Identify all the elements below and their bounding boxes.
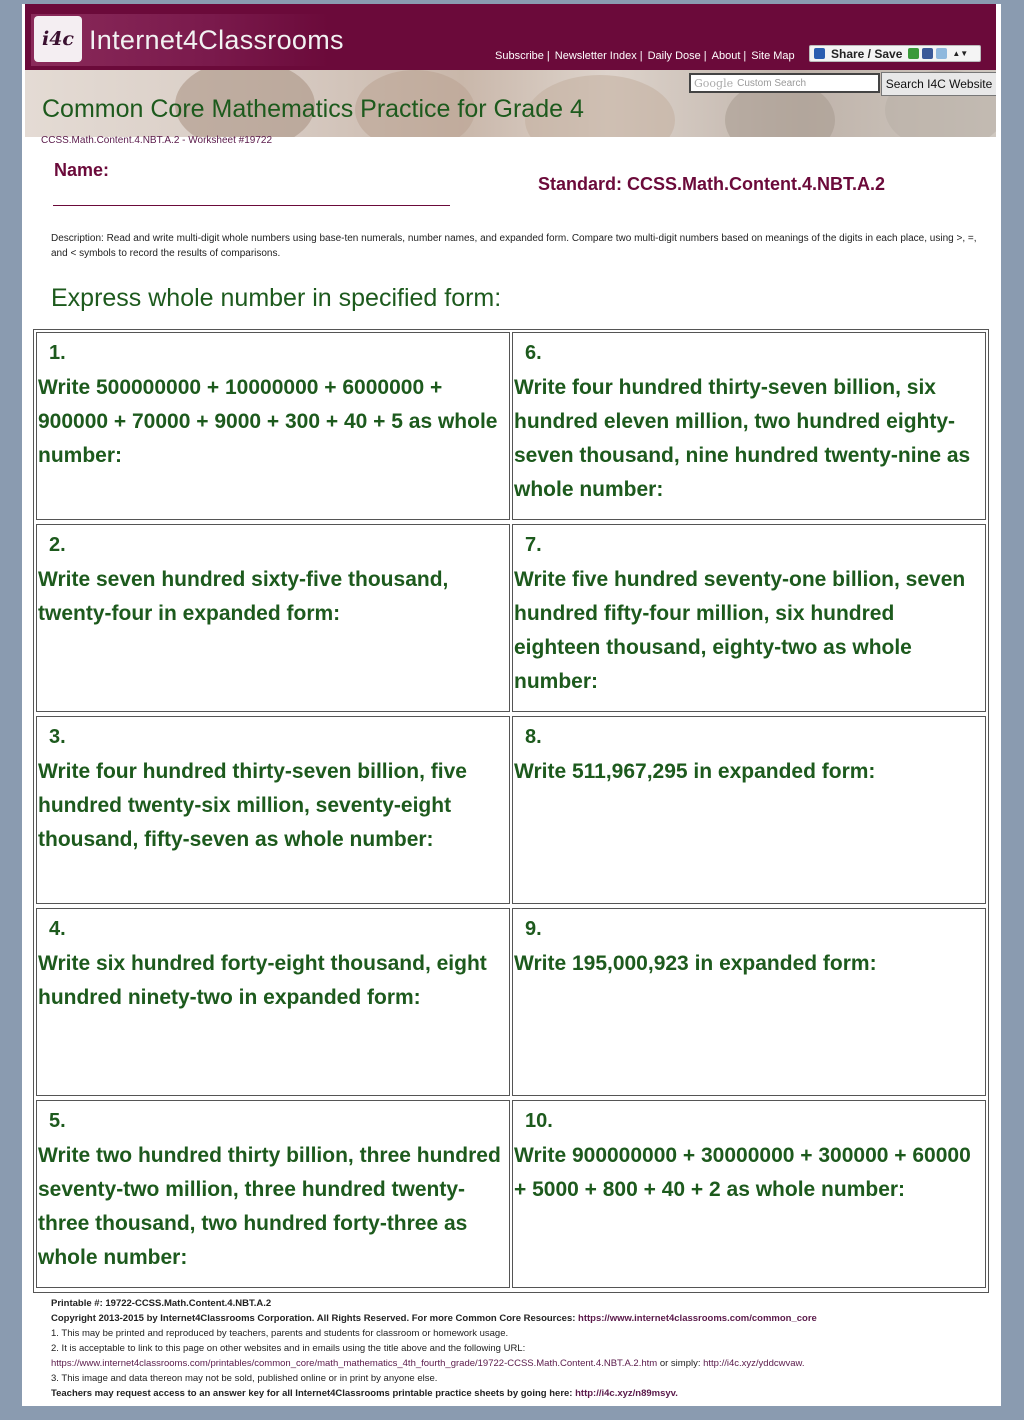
share-plus-icon [814,48,825,59]
problem-cell [512,524,986,712]
nav-newsletter-index[interactable]: Newsletter Index [554,50,637,62]
footer [51,1296,991,1401]
problem-number: 6. [525,342,542,364]
problem-text: Write four hundred thirty-seven billion, five hundred twenty-six million, seventy-eight thousand, fifty-seven as whole number: [38,760,467,851]
share-dropdown-icon: ▲▼ [952,49,969,58]
search-input[interactable] [689,73,880,93]
standard-label: Standard: CCSS.Math.Content.4.NBT.A.2 [538,174,886,194]
copyright-line [51,1311,991,1326]
problem-number: 3. [49,726,66,748]
nav-daily-dose[interactable]: Daily Dose [647,50,701,62]
problem-text: Write 511,967,295 in expanded form: [514,760,876,783]
problem-number: 10. [525,1110,553,1132]
site-header [25,4,996,70]
usage-note-2: 2. It is acceptable to link to this page on other websites and in emails using the title above and the following URL: [51,1343,526,1354]
problem-text: Write 500000000 + 10000000 + 6000000 + 900000 + 70000 + 9000 + 300 + 40 + 5 as whole number: [38,376,498,467]
nav-subscribe[interactable]: Subscribe [495,50,544,62]
search-placeholder: Custom Search [737,77,807,89]
url-separator: or simply: [657,1358,704,1369]
description: Description: Read and write multi-digit whole numbers using base-ten numerals, number names, and expanded form. Compare two multi-digit numbers based on meanings of the digits in each place, using >, =, and < symbols to record the results of comparisons. [51,233,977,259]
worksheet-page [22,4,1001,1406]
twitter-icon [936,48,947,59]
usage-note-3: 3. This image and data thereon may not be sold, published online or in print by anyone else. [51,1373,438,1384]
banner [25,70,996,137]
problem-number: 1. [49,342,66,364]
problem-cell [36,332,510,520]
breadcrumb: CCSS.Math.Content.4.NBT.A.2 - Worksheet #19722 [41,135,273,146]
short-url-link[interactable]: http://i4c.xyz/yddcwvaw. [703,1358,805,1369]
problem-cell [36,716,510,904]
problem-cell [512,908,986,1096]
share-save-button[interactable] [809,45,981,62]
problem-text: Write four hundred thirty-seven billion, six hundred eleven million, two hundred eighty-seven thousand, nine hundred twenty-nine as whole number: [514,376,971,501]
google-brand: Google [694,76,734,90]
answer-key-line [51,1386,991,1401]
problem-cell [512,716,986,904]
problem-cell [36,524,510,712]
instruction-heading: Express whole number in specified form: [51,284,502,312]
logo-badge-text: i4c [41,28,74,50]
nav-about[interactable]: About [711,50,741,62]
name-blank-line [53,205,450,206]
problem-number: 8. [525,726,542,748]
logo-text: Internet4Classrooms [89,25,344,55]
top-nav: Subscribe | Newsletter Index | Daily Dose | About | Site Map [495,50,795,62]
common-core-link[interactable]: https://www.internet4classrooms.com/common_core [578,1313,817,1324]
page-title: Common Core Mathematics Practice for Grade 4 [42,95,584,123]
search-button[interactable]: Search I4C Website [881,72,996,96]
problem-number: 5. [49,1110,66,1132]
facebook-icon [922,48,933,59]
problem-number: 4. [49,918,66,940]
problem-number: 9. [525,918,542,940]
nav-site-map[interactable]: Site Map [751,50,795,62]
problem-cell [36,1100,510,1288]
answer-key-link[interactable]: http://i4c.xyz/n89msyv. [575,1388,678,1399]
printable-number: Printable #: 19722-CCSS.Math.Content.4.NBT.A.2 [51,1298,272,1309]
logo-badge-icon [34,16,82,62]
share-label: Share / Save [831,46,903,61]
problem-text: Write 900000000 + 30000000 + 300000 + 60000 + 5000 + 800 + 40 + 2 as whole number: [514,1144,971,1201]
worksheet-url-link[interactable]: https://www.internet4classrooms.com/printables/common_core/math_mathematics_4th_fourth_grade/19722-CCSS.Math.Content.4.NBT.A.2.htm [51,1358,658,1369]
problem-grid [33,329,989,1293]
problem-text: Write five hundred seventy-one billion, seven hundred fifty-four million, six hundred eighteen thousand, eighty-two as whole number: [514,568,966,693]
problem-text: Write seven hundred sixty-five thousand, twenty-four in expanded form: [38,568,449,625]
site-logo[interactable] [31,14,344,66]
problem-text: Write six hundred forty-eight thousand, eight hundred ninety-two in expanded form: [38,952,487,1009]
name-label: Name: [54,160,110,180]
usage-note-1: 1. This may be printed and reproduced by teachers, parents and students for classroom or homework usage. [51,1328,509,1339]
problem-number: 7. [525,534,542,556]
problem-text: Write 195,000,923 in expanded form: [514,952,877,975]
problem-number: 2. [49,534,66,556]
problem-cell [512,332,986,520]
problem-cell [512,1100,986,1288]
share-email-icon [908,48,919,59]
problem-text: Write two hundred thirty billion, three hundred seventy-two million, three hundred twenty-three thousand, two hundred forty-three as whole number: [38,1144,501,1269]
copyright-text: Copyright 2013-2015 by Internet4Classrooms Corporation. All Rights Reserved. For more Common Core Resources: [51,1313,579,1324]
answer-key-text: Teachers may request access to an answer key for all Internet4Classrooms printable practice sheets by going here: [51,1388,576,1399]
problem-cell [36,908,510,1096]
usage-note-2-urls [51,1356,991,1371]
